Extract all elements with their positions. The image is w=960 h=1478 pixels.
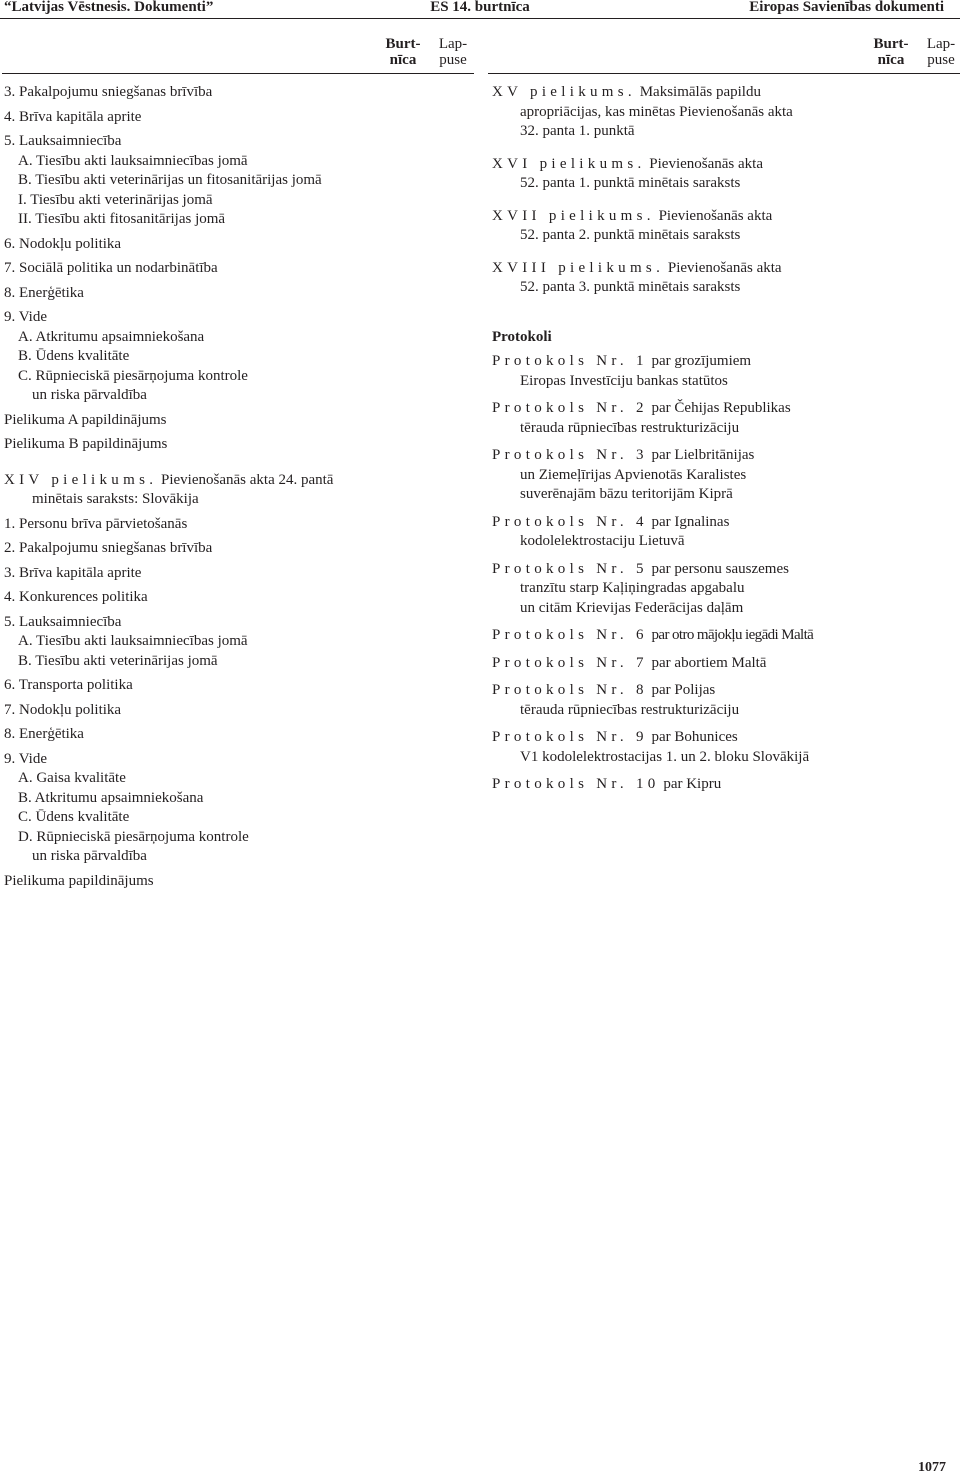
toc-entry: D. Rūpnieciskā piesārņojuma kontrole	[18, 828, 249, 845]
annex-entry	[492, 83, 952, 103]
right-column	[492, 83, 952, 795]
protocol-entry	[492, 775, 952, 795]
protocol-entry	[492, 560, 952, 580]
protocol-label: Protokols Nr. 6	[492, 627, 648, 643]
right-burtnica-text: Burt- nīca	[873, 36, 909, 68]
protocol-entry	[492, 728, 952, 748]
annex-text: Maksimālās papildu	[639, 84, 761, 100]
page-number: 1077	[918, 1460, 946, 1475]
protocol-text: par Bohunices	[651, 729, 738, 745]
protocol-continuation: Eiropas Investīciju bankas statūtos	[520, 372, 728, 389]
annex-label: XVIII pielikums.	[492, 259, 665, 276]
protocol-label: Protokols Nr. 4	[492, 513, 648, 530]
toc-entry: 9. Vide	[4, 750, 47, 767]
toc-entry: II. Tiesību akti fitosanitārijas jomā	[18, 211, 226, 227]
annex-continuation: 32. panta 1. punktā	[520, 123, 635, 139]
protocol-continuation: suverēnajām bāzu teritorijām Kiprā	[520, 486, 733, 502]
toc-entry: 2. Pakalpojumu sniegšanas brīvība	[4, 540, 213, 556]
annex-text: Pievienošanās akta	[667, 259, 782, 276]
protocol-label: Protokols Nr. 7	[492, 654, 648, 671]
left-lappuse-text: Lap- puse	[438, 36, 468, 68]
annex-continuation: 52. panta 2. punktā minētais saraksts	[520, 227, 741, 243]
protocol-text: par Kipru	[663, 776, 722, 792]
toc-entry: 8. Enerģētika	[4, 284, 84, 301]
toc-entry: B. Tiesību akti veterinārijas jomā	[18, 652, 218, 669]
toc-entry: 1. Personu brīva pārvietošanās	[4, 515, 188, 532]
annex-continuation: 52. panta 3. punktā minētais saraksts	[520, 279, 741, 295]
toc-entry: A. Tiesību akti lauksaimniecības jomā	[18, 152, 248, 169]
protocol-continuation: kodolelektrostaciju Lietuvā	[520, 533, 685, 549]
protocol-text: par otro mājokļu iegādi Maltā	[651, 627, 814, 643]
toc-entry: 6. Nodokļu politika	[4, 235, 122, 252]
toc-entry: 7. Nodokļu politika	[4, 701, 122, 718]
protocol-continuation: tērauda rūpniecības restrukturizāciju	[520, 419, 740, 436]
protocol-text: par personu sauszemes	[651, 560, 789, 577]
toc-entry: 7. Sociālā politika un nodarbinātība	[4, 260, 218, 276]
left-burtnica-text: Burt- nīca	[385, 36, 421, 68]
toc-entry: Pielikuma papildinājums	[4, 872, 154, 889]
protocol-text: par grozījumiem	[651, 353, 752, 369]
annex-continuation: 52. panta 1. punktā minētais saraksts	[520, 175, 741, 191]
protocol-text: par Lielbritānijas	[651, 447, 755, 463]
annex-label: XVI pielikums.	[492, 155, 646, 172]
protocol-continuation: V1 kodolelektrostacijas 1. un 2. bloku Slovākijā	[520, 748, 810, 765]
toc-entry: 4. Brīva kapitāla aprite	[4, 108, 142, 125]
protocol-entry	[492, 513, 952, 533]
protocol-entry	[492, 352, 952, 372]
toc-entry: un riska pārvaldība	[32, 848, 147, 864]
protocol-continuation: un citām Krievijas Federācijas daļām	[520, 599, 744, 616]
toc-entry: B. Ūdens kvalitāte	[18, 348, 130, 364]
protocol-continuation: tērauda rūpniecības restrukturizāciju	[520, 701, 740, 718]
right-lappuse-heading	[920, 36, 960, 68]
protocol-label: Protokols Nr. 9	[492, 729, 648, 745]
right-burtnica-heading	[868, 36, 914, 68]
toc-entry: C. Ūdens kvalitāte	[18, 809, 130, 825]
annex-entry	[492, 155, 952, 175]
toc-entry: 8. Enerģētika	[4, 726, 84, 742]
header-rule	[0, 18, 960, 19]
annex-label: XV pielikums.	[492, 84, 636, 100]
left-column	[4, 83, 474, 891]
toc-entry: 6. Transporta politika	[4, 677, 133, 693]
annex-xiv-entry	[4, 471, 474, 491]
protocol-text: par Polijas	[651, 682, 716, 698]
protocol-entry	[492, 681, 952, 701]
protocol-label: Protokols Nr. 1	[492, 353, 648, 369]
toc-entry: 9. Vide	[4, 309, 47, 325]
protocol-text: par Ignalinas	[651, 513, 730, 530]
toc-entry: 3. Brīva kapitāla aprite	[4, 564, 142, 581]
toc-entry: 5. Lauksaimniecība	[4, 133, 122, 149]
protocol-entry	[492, 626, 952, 646]
protocol-entry	[492, 399, 952, 419]
protocol-label: Protokols Nr. 8	[492, 682, 648, 698]
protocol-entry	[492, 446, 952, 466]
annex-label: XIV pielikums.	[4, 471, 158, 488]
protocol-continuation: un Ziemeļīrijas Apvienotās Karalistes	[520, 466, 747, 483]
journal-title: “Latvijas Vēstnesis. Dokumenti”	[4, 0, 214, 15]
annex-entry	[492, 259, 952, 279]
protocol-label: Protokols Nr. 2	[492, 400, 648, 416]
annex-continuation: apropriācijas, kas minētas Pievienošanās akta	[520, 103, 793, 120]
toc-entry: C. Rūpnieciskā piesārņojuma kontrole	[18, 367, 248, 384]
toc-entry: A. Atkritumu apsaimniekošana	[18, 328, 205, 345]
protocol-label: Protokols Nr. 5	[492, 560, 648, 577]
protocols-heading: Protokoli	[492, 328, 552, 345]
annex-text: Pievienošanās akta 24. pantā	[161, 471, 334, 488]
left-column-rule	[2, 73, 474, 74]
toc-entry: 4. Konkurences politika	[4, 589, 148, 605]
toc-entry: 3. Pakalpojumu sniegšanas brīvība	[4, 84, 213, 100]
section-title: Eiropas Savienības dokumenti	[749, 0, 944, 15]
annex-text: Pievienošanās akta	[658, 207, 773, 224]
annex-entry	[492, 207, 952, 227]
right-lappuse-text: Lap- puse	[926, 36, 956, 68]
protocol-continuation: tranzītu starp Kaļiņingradas apgabalu	[520, 580, 745, 596]
toc-entry: B. Atkritumu apsaimniekošana	[18, 789, 204, 806]
toc-entry: B. Tiesību akti veterinārijas un fitosanitārijas jomā	[18, 172, 322, 188]
protocol-entry	[492, 654, 952, 674]
issue-title: ES 14. burtnīca	[430, 0, 530, 15]
protocol-label: Protokols Nr. 3	[492, 447, 648, 463]
left-burtnica-heading	[380, 36, 426, 68]
toc-entry: un riska pārvaldība	[32, 387, 147, 403]
toc-entry: Pielikuma A papildinājums	[4, 411, 167, 428]
toc-entry: 5. Lauksaimniecība	[4, 613, 122, 630]
protocol-text: par Čehijas Republikas	[651, 400, 791, 416]
annex-label: XVII pielikums.	[492, 207, 655, 224]
toc-entry: I. Tiesību akti veterinārijas jomā	[18, 191, 213, 208]
protocol-label: Protokols Nr. 10	[492, 776, 660, 792]
toc-entry: A. Gaisa kvalitāte	[18, 770, 126, 786]
annex-text: Pievienošanās akta	[649, 155, 763, 172]
protocol-text: par abortiem Maltā	[651, 654, 767, 671]
annex-xiv-continuation: minētais saraksts: Slovākija	[32, 491, 199, 507]
left-lappuse-heading	[432, 36, 474, 68]
right-column-rule	[488, 73, 960, 74]
toc-entry: Pielikuma B papildinājums	[4, 436, 168, 452]
toc-entry: A. Tiesību akti lauksaimniecības jomā	[18, 633, 248, 649]
